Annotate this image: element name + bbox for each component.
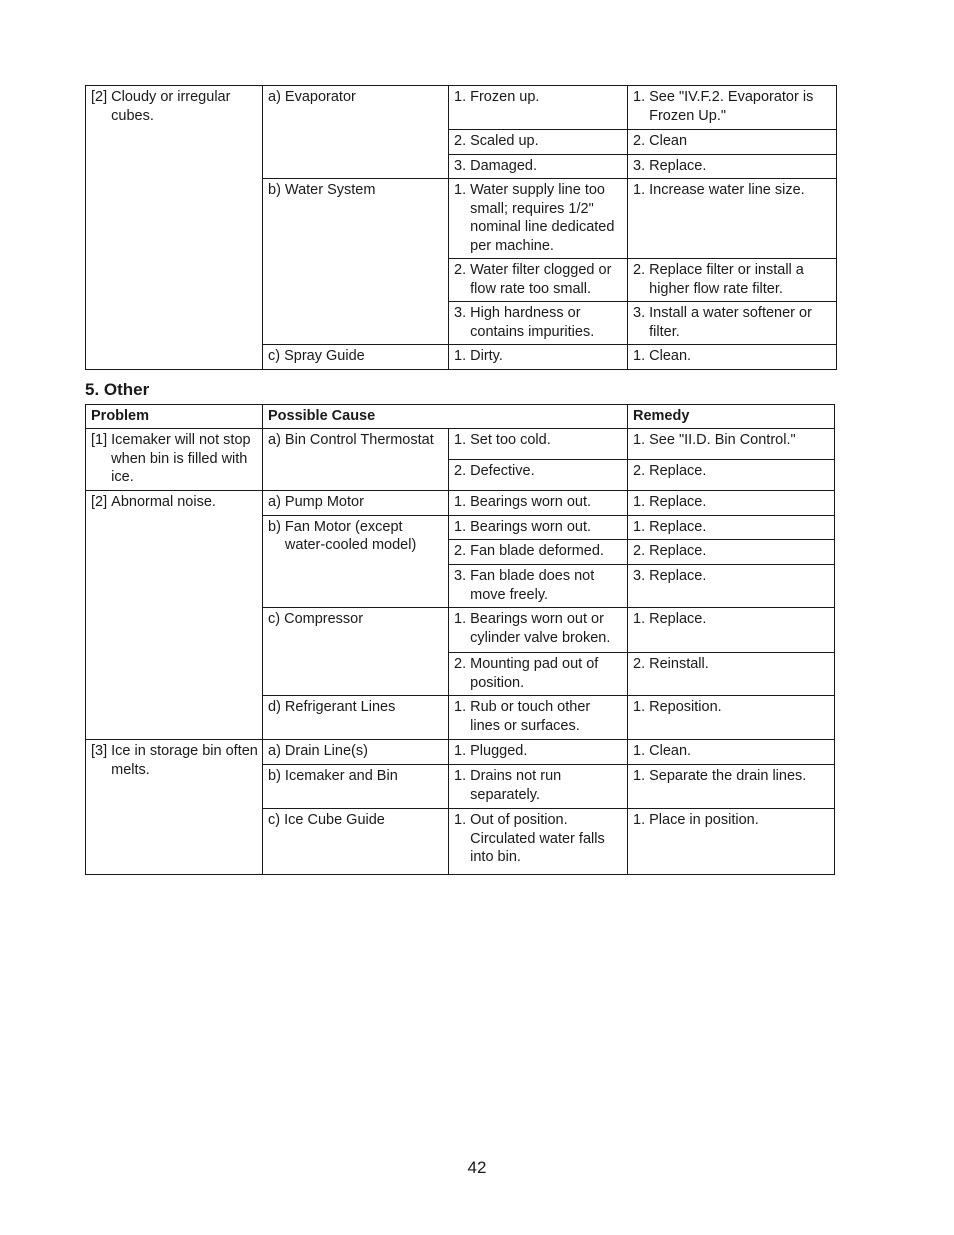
remedy-item — [633, 157, 832, 176]
cause-marker: d) — [268, 699, 285, 715]
cause-marker: c) — [268, 348, 285, 364]
table-row — [86, 86, 837, 130]
remedy-marker: 3. — [633, 568, 650, 584]
remedy-cell — [628, 653, 835, 696]
remedy-item — [633, 767, 830, 786]
detail-item — [454, 181, 623, 255]
remedy-item — [633, 518, 830, 537]
cause-marker: c) — [268, 812, 285, 828]
problem-text: Cloudy or irregular cubes. — [111, 89, 231, 124]
problem-item — [91, 742, 258, 779]
detail-text: Dirty. — [470, 348, 503, 364]
remedy-cell — [628, 259, 837, 302]
cause-item — [268, 811, 444, 830]
detail-cell — [449, 653, 628, 696]
table-row — [86, 490, 835, 515]
remedy-marker: 1. — [633, 89, 650, 105]
remedy-marker: 3. — [633, 305, 650, 321]
detail-marker: 1. — [454, 768, 471, 784]
detail-cell — [449, 515, 628, 540]
remedy-cell — [628, 540, 835, 565]
header-possible-cause: Possible Cause — [263, 405, 628, 429]
cause-text: Icemaker and Bin — [284, 768, 398, 784]
problem-marker: [1] — [91, 432, 112, 448]
problem-item — [91, 88, 258, 125]
section-heading: 5. Other — [85, 380, 150, 399]
cause-text: Compressor — [284, 611, 364, 627]
cause-item — [268, 698, 444, 717]
detail-item — [454, 767, 623, 804]
detail-marker: 3. — [454, 157, 471, 174]
cause-cell — [263, 86, 449, 179]
remedy-text: See "II.D. Bin Control." — [649, 432, 796, 448]
remedy-marker: 2. — [633, 262, 650, 278]
detail-cell — [449, 765, 628, 809]
detail-text: Bearings worn out or cylinder valve broken. — [470, 611, 611, 646]
remedy-text: See "IV.F.2. Evaporator is Frozen Up." — [649, 89, 814, 124]
remedy-text: Replace. — [649, 157, 707, 174]
problem-marker: [2] — [91, 89, 112, 105]
detail-item — [454, 493, 623, 512]
remedy-marker: 2. — [633, 133, 650, 149]
cause-text: Water System — [284, 182, 376, 198]
problem-text: Ice in storage bin often melts. — [111, 743, 258, 778]
remedy-text: Place in position. — [649, 812, 759, 828]
detail-marker: 1. — [454, 812, 471, 828]
cause-text: Refrigerant Lines — [284, 699, 396, 715]
detail-cell — [449, 345, 628, 370]
detail-cell — [449, 154, 628, 179]
problem-marker: [3] — [91, 743, 112, 759]
remedy-marker: 1. — [633, 699, 650, 715]
problem-cell — [86, 429, 263, 491]
detail-text: Fan blade deformed. — [470, 543, 604, 559]
detail-marker: 1. — [454, 493, 471, 510]
detail-item — [454, 567, 623, 604]
detail-cell — [449, 565, 628, 608]
remedy-text: Increase water line size. — [649, 182, 805, 198]
detail-cell — [449, 809, 628, 875]
detail-text: Rub or touch other lines or surfaces. — [470, 699, 591, 734]
detail-cell — [449, 608, 628, 653]
detail-text: Mounting pad out of position. — [470, 656, 599, 691]
detail-item — [454, 518, 623, 537]
detail-cell — [449, 302, 628, 345]
detail-text: Scaled up. — [470, 133, 539, 149]
remedy-text: Reposition. — [649, 699, 722, 715]
table-header-row — [86, 405, 835, 429]
remedy-text: Replace. — [649, 543, 707, 559]
cause-marker: a) — [268, 493, 285, 510]
cause-marker: b) — [268, 518, 285, 535]
problem-item — [91, 493, 258, 512]
remedy-item — [633, 493, 830, 512]
cause-marker: b) — [268, 182, 285, 198]
detail-marker: 2. — [454, 543, 471, 559]
other-troubleshooting-table — [85, 404, 835, 875]
cause-item — [268, 347, 444, 366]
detail-text: Damaged. — [470, 157, 538, 174]
detail-item — [454, 811, 623, 867]
detail-cell — [449, 86, 628, 130]
problem-text: Abnormal noise. — [111, 493, 216, 510]
detail-text: Frozen up. — [470, 89, 540, 105]
problem-cell — [86, 86, 263, 370]
table-row — [86, 429, 835, 460]
detail-item — [454, 698, 623, 735]
problem-item — [91, 431, 258, 487]
cause-text: Drain Line(s) — [284, 743, 368, 759]
detail-cell — [449, 179, 628, 259]
problem-text: Icemaker will not stop when bin is filled with ice. — [111, 432, 251, 485]
cause-text: Fan Motor (except water-cooled model) — [284, 518, 417, 553]
remedy-item — [633, 655, 830, 674]
detail-cell — [449, 429, 628, 460]
detail-marker: 2. — [454, 133, 471, 149]
remedy-cell — [628, 429, 835, 460]
remedy-text: Replace filter or install a higher flow rate filter. — [649, 262, 804, 297]
remedy-marker: 1. — [633, 493, 650, 510]
remedy-marker: 1. — [633, 611, 650, 627]
cause-item — [268, 518, 444, 555]
remedy-text: Replace. — [649, 463, 707, 480]
detail-item — [454, 742, 623, 761]
detail-text: Set too cold. — [470, 432, 551, 448]
cause-cell — [263, 345, 449, 370]
detail-item — [454, 431, 623, 450]
detail-item — [454, 542, 623, 561]
remedy-item — [633, 698, 830, 717]
detail-cell — [449, 460, 628, 490]
remedy-marker: 1. — [633, 348, 650, 364]
detail-marker: 3. — [454, 305, 471, 321]
cause-marker: a) — [268, 743, 285, 759]
detail-marker: 1. — [454, 743, 471, 759]
cause-cell — [263, 740, 449, 765]
remedy-text: Separate the drain lines. — [649, 768, 807, 784]
problem-cell — [86, 740, 263, 875]
cause-cell — [263, 429, 449, 491]
cause-text: Evaporator — [284, 89, 356, 105]
remedy-cell — [628, 86, 837, 130]
remedy-text: Clean — [649, 133, 688, 149]
detail-marker: 2. — [454, 656, 471, 672]
cause-text: Bin Control Thermostat — [284, 432, 434, 448]
detail-text: Defective. — [470, 463, 535, 480]
cause-cell — [263, 696, 449, 740]
remedy-marker: 1. — [633, 768, 650, 784]
remedy-item — [633, 610, 830, 629]
remedy-marker: 1. — [633, 432, 650, 448]
problem-cell — [86, 490, 263, 740]
cause-marker: a) — [268, 432, 285, 448]
cause-item — [268, 742, 444, 761]
cause-cell — [263, 608, 449, 696]
table1-body — [86, 86, 837, 370]
detail-text: Water filter clogged or flow rate too small. — [470, 262, 612, 297]
cause-cell — [263, 809, 449, 875]
detail-marker: 1. — [454, 348, 471, 364]
detail-cell — [449, 130, 628, 155]
remedy-item — [633, 88, 832, 125]
remedy-text: Replace. — [649, 611, 707, 627]
cause-marker: a) — [268, 89, 285, 105]
remedy-cell — [628, 179, 837, 259]
cause-cell — [263, 765, 449, 809]
cause-cell — [263, 179, 449, 345]
troubleshooting-table-continued — [85, 85, 837, 370]
remedy-item — [633, 347, 832, 366]
remedy-marker: 1. — [633, 182, 650, 198]
table-row — [86, 740, 835, 765]
remedy-item — [633, 261, 832, 298]
detail-text: High hardness or contains impurities. — [470, 305, 595, 340]
detail-cell — [449, 696, 628, 740]
remedy-marker: 1. — [633, 743, 650, 759]
remedy-marker: 1. — [633, 518, 650, 535]
detail-item — [454, 304, 623, 341]
detail-item — [454, 462, 623, 481]
detail-text: Drains not run separately. — [470, 768, 562, 803]
remedy-cell — [628, 302, 837, 345]
detail-marker: 1. — [454, 432, 471, 448]
cause-text: Ice Cube Guide — [284, 812, 385, 828]
cause-text: Pump Motor — [284, 493, 364, 510]
detail-cell — [449, 740, 628, 765]
detail-marker: 1. — [454, 699, 471, 715]
detail-marker: 1. — [454, 182, 471, 198]
cause-cell — [263, 490, 449, 515]
problem-marker: [2] — [91, 493, 112, 510]
remedy-item — [633, 462, 830, 481]
remedy-cell — [628, 515, 835, 540]
cause-item — [268, 88, 444, 107]
detail-item — [454, 132, 623, 151]
remedy-text: Replace. — [649, 568, 707, 584]
detail-marker: 1. — [454, 89, 471, 105]
detail-marker: 2. — [454, 463, 471, 480]
remedy-text: Reinstall. — [649, 656, 709, 672]
cause-item — [268, 181, 444, 200]
detail-text: Bearings worn out. — [470, 518, 592, 535]
cause-item — [268, 610, 444, 629]
detail-item — [454, 347, 623, 366]
cause-item — [268, 431, 444, 450]
detail-cell — [449, 259, 628, 302]
remedy-item — [633, 542, 830, 561]
detail-text: Fan blade does not move freely. — [470, 568, 595, 603]
remedy-item — [633, 742, 830, 761]
remedy-text: Replace. — [649, 518, 707, 535]
remedy-cell — [628, 608, 835, 653]
cause-cell — [263, 515, 449, 608]
remedy-item — [633, 567, 830, 586]
detail-item — [454, 655, 623, 692]
remedy-marker: 2. — [633, 656, 650, 672]
page-number: 42 — [467, 1158, 487, 1177]
detail-marker: 1. — [454, 518, 471, 535]
remedy-cell — [628, 809, 835, 875]
detail-item — [454, 610, 623, 647]
remedy-cell — [628, 345, 837, 370]
remedy-item — [633, 811, 830, 830]
detail-item — [454, 157, 623, 176]
cause-text: Spray Guide — [284, 348, 365, 364]
detail-text: Bearings worn out. — [470, 493, 592, 510]
remedy-text: Clean. — [649, 743, 692, 759]
remedy-cell — [628, 460, 835, 490]
detail-text: Out of position. Circulated water falls into bin. — [470, 812, 605, 865]
remedy-text: Install a water softener or filter. — [649, 305, 812, 340]
remedy-text: Replace. — [649, 493, 707, 510]
remedy-cell — [628, 696, 835, 740]
remedy-cell — [628, 765, 835, 809]
detail-cell — [449, 540, 628, 565]
cause-marker: c) — [268, 611, 285, 627]
remedy-marker: 2. — [633, 463, 650, 480]
detail-cell — [449, 490, 628, 515]
header-remedy: Remedy — [628, 405, 835, 429]
remedy-cell — [628, 740, 835, 765]
remedy-text: Clean. — [649, 348, 692, 364]
detail-marker: 2. — [454, 262, 471, 278]
detail-text: Plugged. — [470, 743, 528, 759]
detail-marker: 3. — [454, 568, 471, 584]
remedy-cell — [628, 490, 835, 515]
remedy-item — [633, 431, 830, 450]
header-problem: Problem — [86, 405, 263, 429]
cause-item — [268, 493, 444, 512]
cause-item — [268, 767, 444, 786]
remedy-item — [633, 132, 832, 151]
remedy-marker: 1. — [633, 812, 650, 828]
remedy-item — [633, 304, 832, 341]
remedy-marker: 2. — [633, 543, 650, 559]
detail-item — [454, 88, 623, 107]
remedy-cell — [628, 130, 837, 155]
detail-text: Water supply line too small; requires 1/2" nominal line dedicated per machine. — [470, 182, 615, 254]
remedy-item — [633, 181, 832, 200]
table2-body — [86, 429, 835, 875]
detail-marker: 1. — [454, 611, 471, 627]
detail-item — [454, 261, 623, 298]
remedy-cell — [628, 154, 837, 179]
cause-marker: b) — [268, 768, 285, 784]
remedy-cell — [628, 565, 835, 608]
remedy-marker: 3. — [633, 157, 650, 174]
